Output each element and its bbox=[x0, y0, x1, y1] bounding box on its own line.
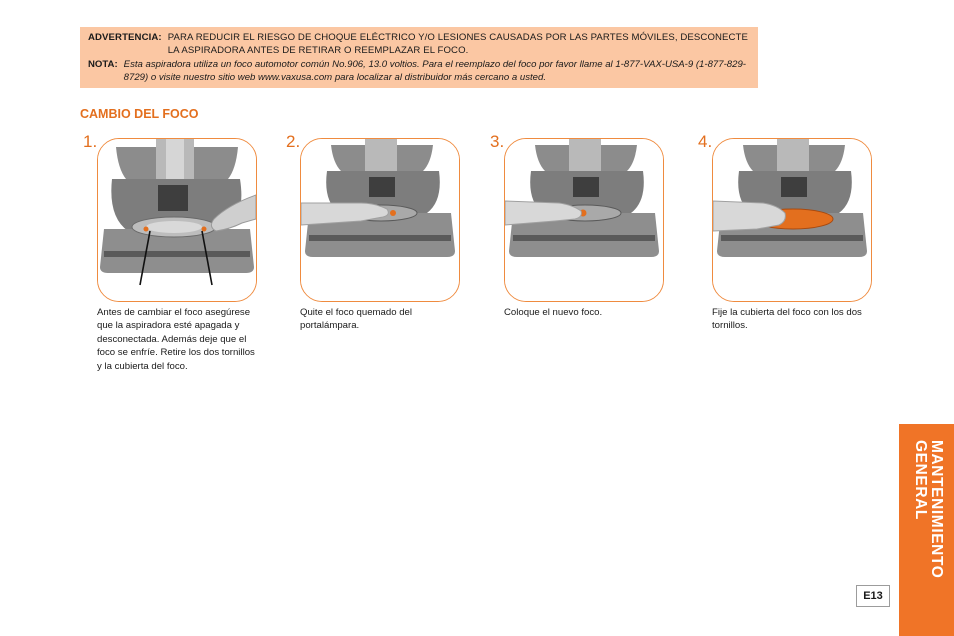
page-number: E13 bbox=[856, 585, 890, 607]
side-tab bbox=[899, 424, 954, 636]
note-text: Esta aspiradora utiliza un foco automotor común No.906, 13.0 voltios. Para el reemplazo del foco por favor llame al 1-877-VAX-USA-9 (1-877-829-8729) o visite nuestro sitio web www.vaxusa.com para localizar al distribuidor más cercano a usted. bbox=[123, 59, 746, 83]
note-label: NOTA: bbox=[88, 59, 118, 70]
step-4-photo bbox=[712, 138, 872, 302]
note-row bbox=[88, 59, 750, 84]
section-title: CAMBIO DEL FOCO bbox=[80, 107, 199, 121]
step-1-photo bbox=[97, 138, 257, 302]
side-tab-line-2: GENERAL bbox=[912, 440, 929, 520]
side-tab-line-1: MANTENIMIENTO bbox=[928, 440, 945, 579]
step-caption: Coloque el nuevo foco. bbox=[504, 307, 603, 318]
step-number: 3. bbox=[490, 132, 505, 151]
step-3-photo bbox=[504, 138, 664, 302]
warning-notice bbox=[80, 27, 758, 88]
warning-row bbox=[88, 32, 750, 57]
step-caption: Quite el foco quemado del portalámpara. bbox=[300, 307, 413, 332]
warning-text: PARA REDUCIR EL RIESGO DE CHOQUE ELÉCTRICO Y/O LESIONES CAUSADAS POR LAS PARTES MÓVILES, DESCONECTE LA ASPIRADORA ANTES DE RETIRAR O REEMPLAZAR EL FOCO. bbox=[167, 32, 749, 56]
step-2-photo bbox=[300, 138, 460, 302]
step-caption: Fije la cubierta del foco con los dos tornillos. bbox=[712, 307, 862, 332]
step-number: 2. bbox=[286, 132, 301, 151]
step-number: 1. bbox=[83, 132, 98, 151]
side-tab-label bbox=[901, 440, 953, 610]
step-caption: Antes de cambiar el foco asegúrese que la aspiradora esté apagada y desconectada. Además deje que el foco se enfríe. Retire los dos tornillos y la cubierta del foco. bbox=[97, 307, 255, 372]
warning-label: ADVERTENCIA: bbox=[88, 32, 162, 43]
step-number: 4. bbox=[698, 132, 713, 151]
